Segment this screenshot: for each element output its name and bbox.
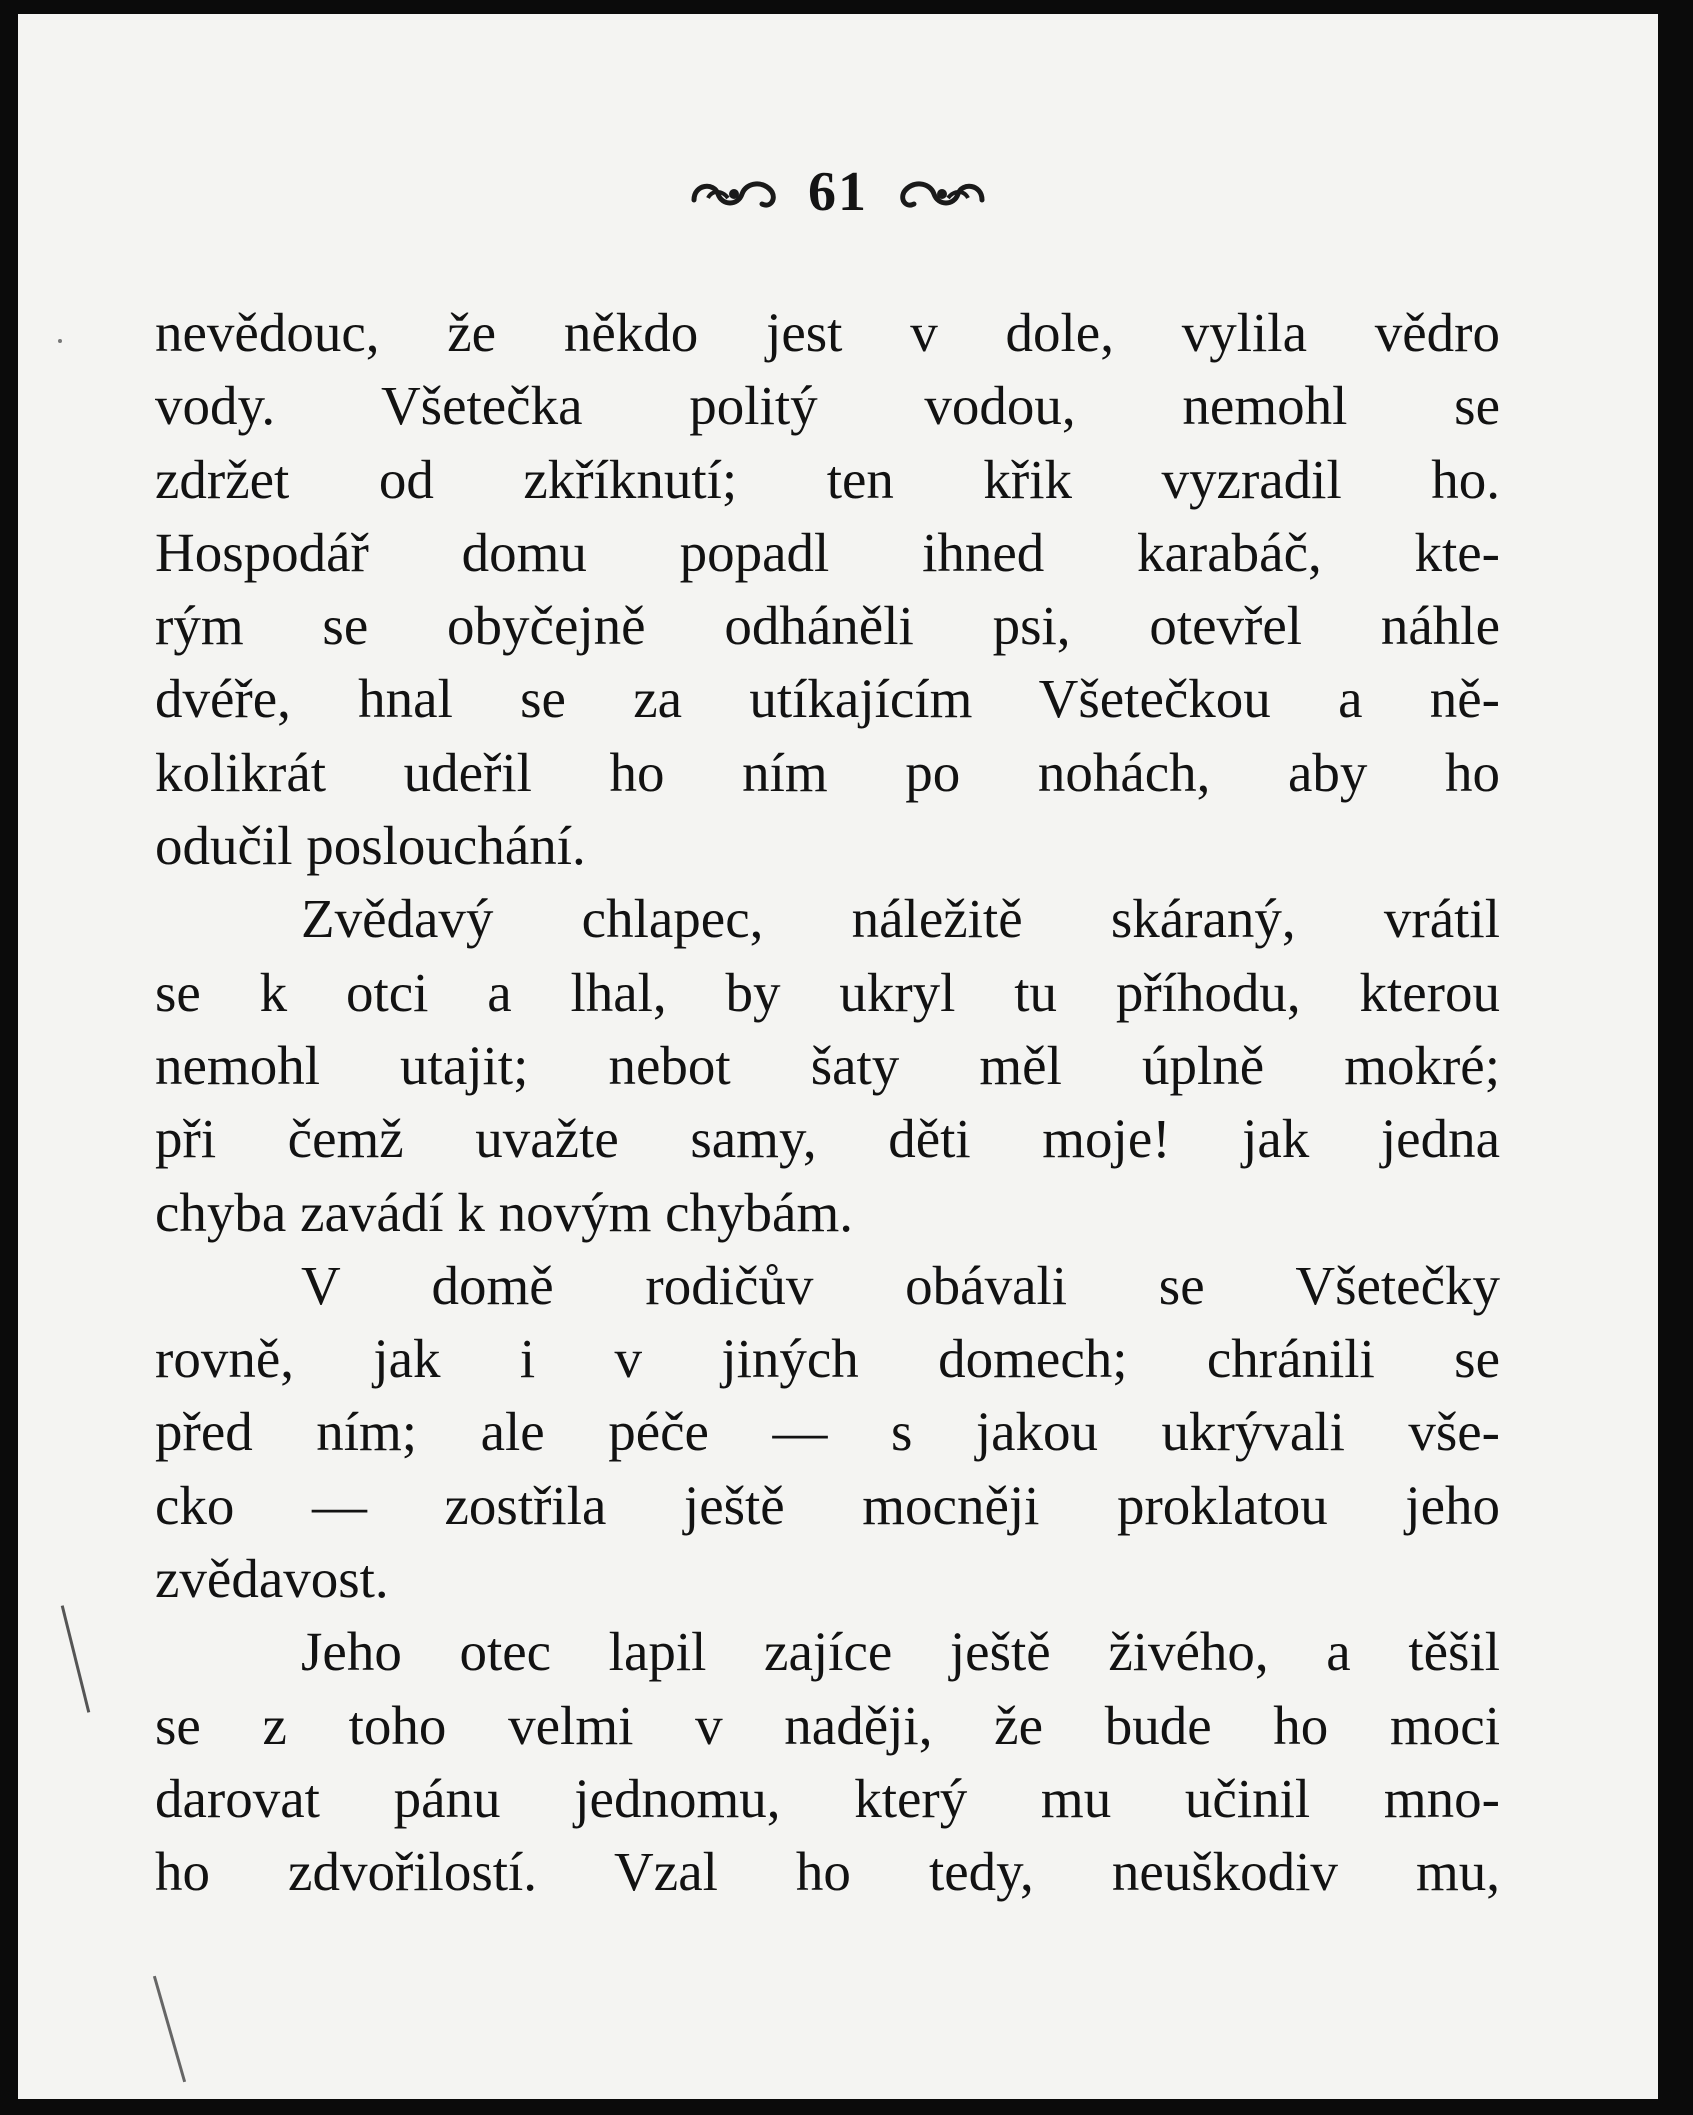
page-number: 61 — [808, 161, 868, 223]
text-line: vody. Všetečka politý vodou, nemohl se — [155, 375, 1500, 437]
left-ornament-icon — [688, 170, 780, 214]
scan-scratch — [61, 1605, 91, 1712]
text-line: rým se obyčejně odháněli psi, otevřel náhle — [155, 595, 1500, 657]
paragraph — [155, 296, 1500, 882]
book-page — [18, 14, 1658, 2099]
text-line: před ním; ale péče — s jakou ukrývali vše- — [155, 1401, 1500, 1463]
right-ornament-icon — [896, 170, 988, 214]
text-line: ho zdvořilostí. Vzal ho tedy, neuškodiv mu, — [155, 1841, 1500, 1903]
text-line: Zvědavý chlapec, náležitě skáraný, vrátil — [301, 888, 1500, 950]
text-line: nevědouc, že někdo jest v dole, vylila vědro — [155, 302, 1500, 363]
text-line: se z toho velmi v naději, že bude ho moci — [155, 1694, 1500, 1756]
text-line: zdržet od zkříknutí; ten křik vyzradil ho. — [155, 448, 1500, 510]
text-line: Hospodář domu popadl ihned karabáč, kte- — [155, 521, 1500, 583]
text-line: V domě rodičův obávali se Všetečky — [301, 1254, 1500, 1316]
body-text — [155, 296, 1500, 1909]
text-line: chyba zavádí k novým chybám. — [155, 1181, 853, 1243]
text-line: rovně, jak i v jiných domech; chránili se — [155, 1328, 1500, 1390]
text-line: při čemž uvažte samy, děti moje! jak jedna — [155, 1108, 1500, 1170]
text-line: odučil poslouchání. — [155, 815, 586, 877]
paragraph — [155, 1615, 1500, 1908]
text-line: Jeho otec lapil zajíce ještě živého, a těšil — [301, 1621, 1500, 1683]
text-line: kolikrát udeřil ho ním po nohách, aby ho — [155, 741, 1500, 803]
scan-speck — [58, 339, 62, 343]
text-line: se k otci a lhal, by ukryl tu příhodu, kterou — [155, 961, 1500, 1023]
text-line: dvéře, hnal se za utíkajícím Všetečkou a ně- — [155, 668, 1500, 730]
page-header — [18, 161, 1658, 223]
text-line: cko — zostřila ještě mocněji proklatou jeho — [155, 1474, 1500, 1536]
paragraph — [155, 882, 1500, 1248]
paragraph — [155, 1249, 1500, 1615]
text-line: darovat pánu jednomu, který mu učinil mno- — [155, 1767, 1500, 1829]
text-line: nemohl utajit; nebot šaty měl úplně mokré; — [155, 1034, 1500, 1096]
scan-scratch — [153, 1976, 186, 2083]
text-line: zvědavost. — [155, 1548, 389, 1610]
